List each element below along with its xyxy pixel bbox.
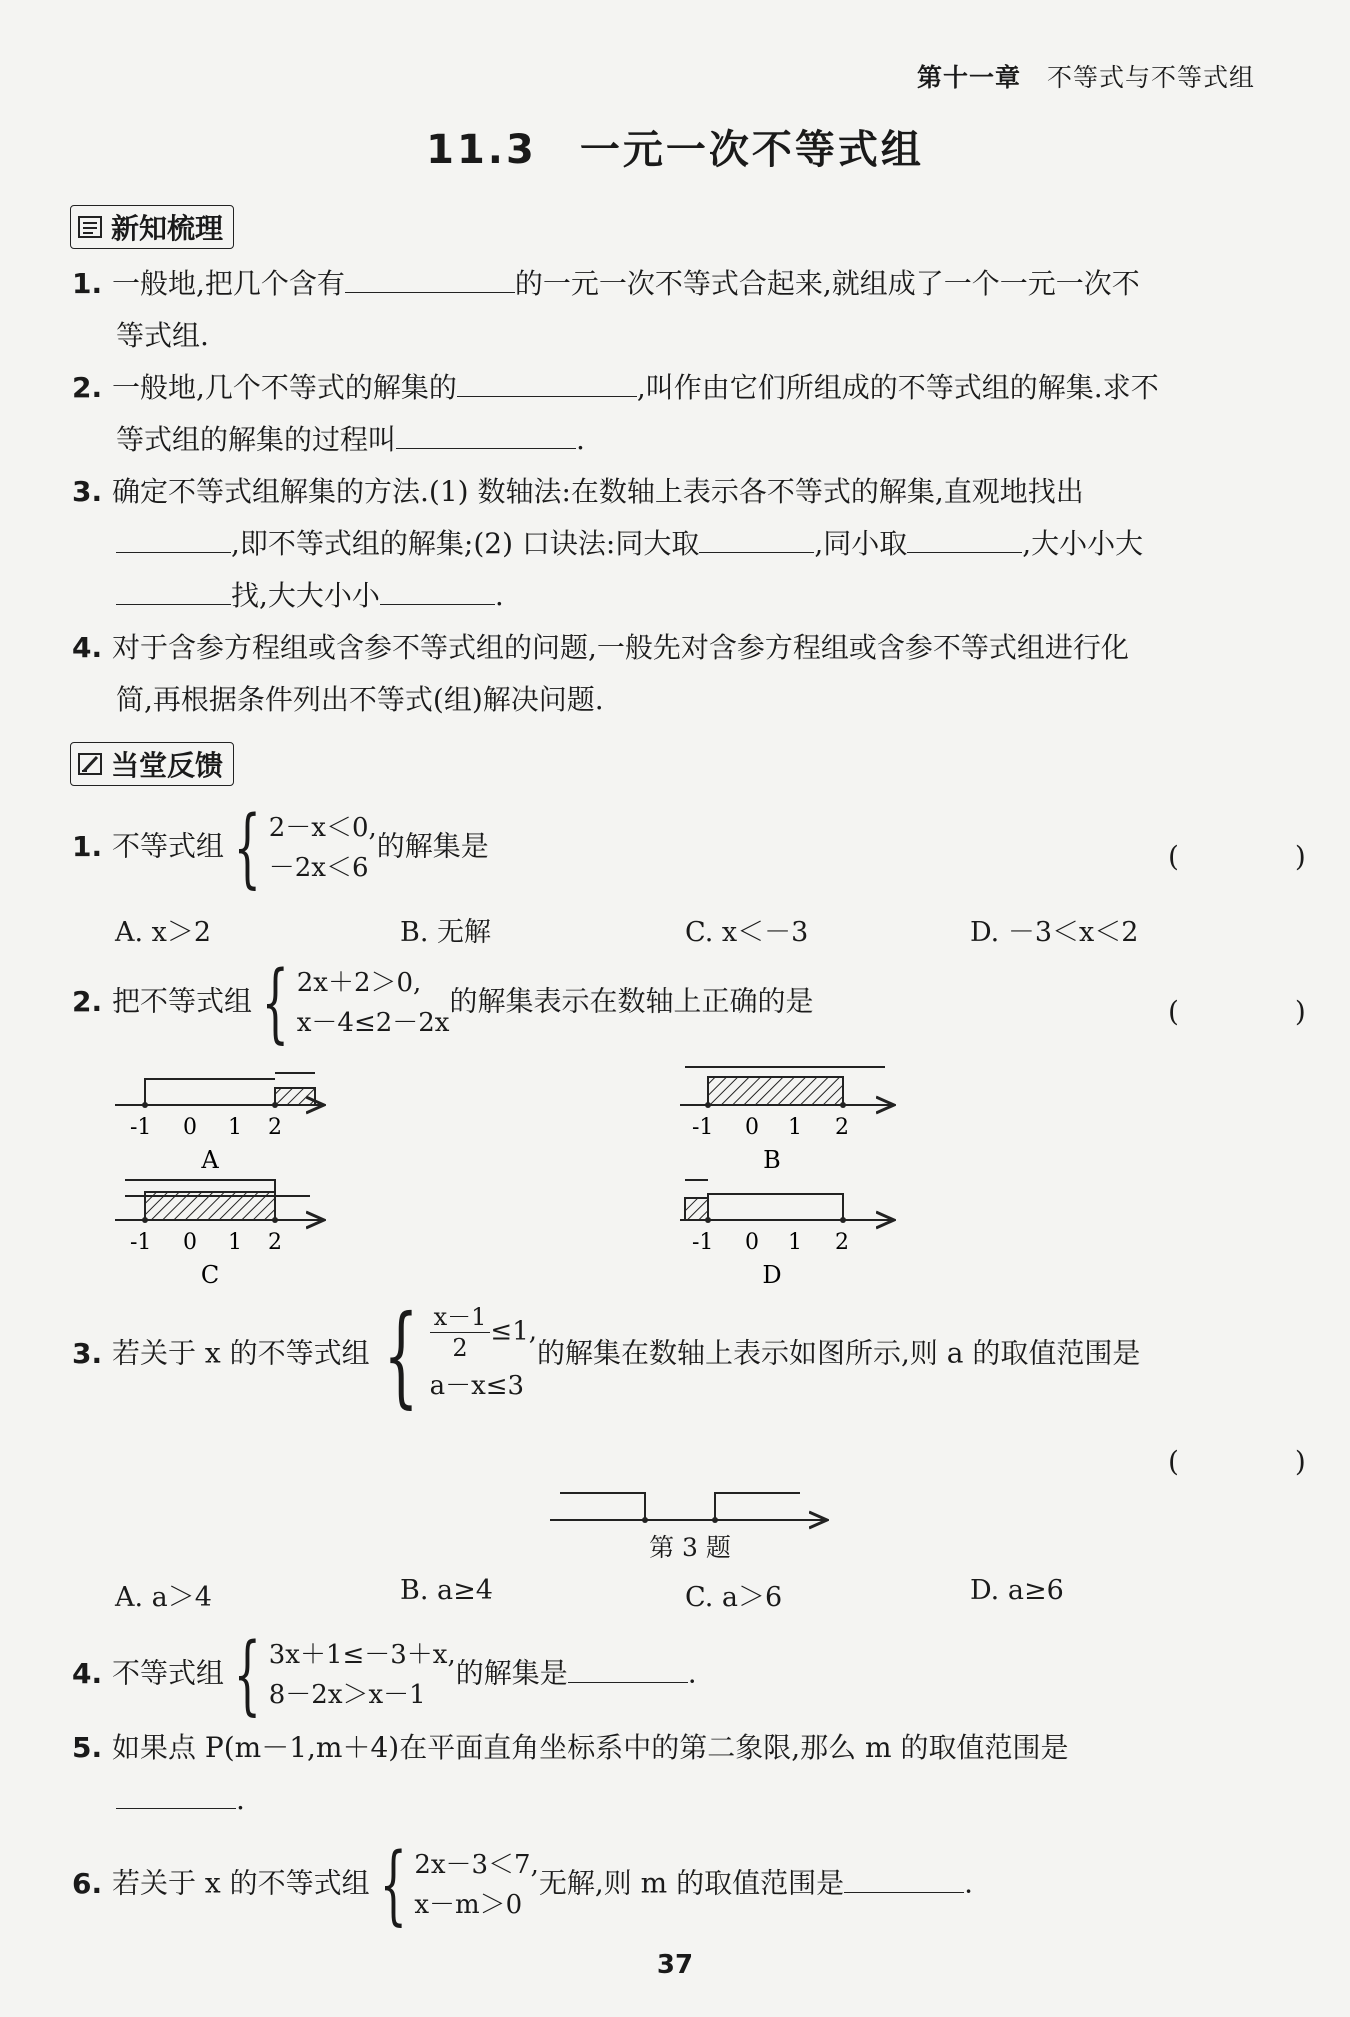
feedback-question-1: 1. 不等式组 { 2－x＜0, －2x＜6 的解集是	[72, 798, 489, 898]
section-heading-label: 当堂反馈	[111, 749, 224, 782]
svg-text:2: 2	[268, 1230, 282, 1255]
diagram-c[interactable]	[115, 1180, 322, 1289]
chapter-label: 第十一章	[916, 63, 1021, 92]
option-d[interactable]: D. －3＜x＜2	[970, 917, 1139, 948]
knowledge-item-1: 1. 一般地,把几个含有 的一元一次不等式合起来,就组成了一个一元一次不 等式组.	[72, 258, 1272, 362]
feedback-question-2: 2. 把不等式组 { 2x＋2＞0, x－4≤2－2x 的解集表示在数轴上正确的是	[72, 953, 814, 1053]
feedback-question-5: 5. 如果点 P(m－1,m＋4)在平面直角坐标系中的第二象限,那么 m 的取值范围是 .	[72, 1731, 1069, 1816]
svg-text:1: 1	[228, 1230, 242, 1255]
option-c[interactable]: C. x＜－3	[685, 917, 809, 948]
answer-blank[interactable]	[457, 366, 637, 397]
answer-parentheses[interactable]: ( )	[1168, 995, 1350, 1028]
feedback-question-4: 4. 不等式组 { 3x＋1≤－3＋x, 8－2x＞x－1 的解集是 .	[72, 1625, 697, 1725]
diagram-a[interactable]	[115, 1073, 322, 1174]
inequality-system: { $\frac{x-1}{2}$ ≤1, a－x≤3	[383, 1291, 537, 1419]
inequality-system: { 3x＋1≤－3＋x, 8－2x＞x－1	[233, 1625, 456, 1725]
svg-text:-1: -1	[692, 1230, 714, 1255]
answer-blank[interactable]	[345, 262, 515, 293]
figure-caption: 第 3 题	[649, 1533, 731, 1562]
page-number: 37	[656, 1950, 694, 1980]
svg-text:2: 2	[835, 1230, 849, 1255]
option-a[interactable]: A. x＞2	[115, 917, 212, 948]
answer-blank[interactable]	[116, 522, 231, 553]
svg-text:A: A	[201, 1146, 219, 1174]
book-icon	[77, 214, 103, 240]
answer-blank[interactable]	[396, 418, 576, 449]
answer-blank[interactable]	[568, 1652, 688, 1683]
option-d[interactable]: D. a≥6	[970, 1575, 1064, 1606]
chapter-topic: 不等式与不等式组	[1046, 63, 1255, 92]
svg-text:0: 0	[183, 1230, 197, 1255]
option-a[interactable]: A. a＞4	[115, 1582, 212, 1613]
answer-blank[interactable]	[380, 574, 495, 605]
feedback-question-3: 3. 若关于 x 的不等式组 { $\frac{x-1}{2}$ ≤1, a－x≤3 的解集在数轴上表示如图所示,则 a 的取值范围是	[72, 1291, 1141, 1419]
answer-blank[interactable]	[699, 522, 814, 553]
svg-text:0: 0	[183, 1115, 197, 1140]
feedback-question-6: 6. 若关于 x 的不等式组 { 2x－3＜7, x－m＞0 无解,则 m 的取值范围是 .	[72, 1835, 974, 1935]
answer-blank[interactable]	[116, 1778, 236, 1809]
option-b[interactable]: B. a≥4	[400, 1575, 493, 1606]
inequality-system: { 2－x＜0, －2x＜6	[233, 798, 377, 898]
svg-text:2: 2	[835, 1115, 849, 1140]
knowledge-item-2: 2. 一般地,几个不等式的解集的 ,叫作由它们所组成的不等式组的解集.求不 等式组的解集的过程叫 .	[72, 362, 1272, 466]
answer-parentheses[interactable]: ( )	[1168, 840, 1350, 873]
svg-text:C: C	[200, 1261, 220, 1289]
svg-text:2: 2	[268, 1115, 282, 1140]
option-c[interactable]: C. a＞6	[685, 1582, 783, 1613]
section-heading-label: 新知梳理	[111, 212, 224, 245]
answer-blank[interactable]	[116, 574, 231, 605]
svg-text:1: 1	[788, 1115, 802, 1140]
svg-text:0: 0	[745, 1230, 759, 1255]
diagram-d[interactable]	[680, 1180, 892, 1289]
section-heading-feedback	[70, 742, 234, 786]
answer-blank[interactable]	[844, 1862, 964, 1893]
svg-text:1: 1	[228, 1115, 242, 1140]
svg-text:1: 1	[788, 1230, 802, 1255]
svg-text:B: B	[763, 1146, 781, 1174]
svg-text:0: 0	[745, 1115, 759, 1140]
inequality-system: { 2x－3＜7, x－m＞0	[379, 1835, 539, 1935]
answer-blank[interactable]	[907, 522, 1022, 553]
running-header	[917, 58, 1255, 94]
diagram-b[interactable]	[680, 1067, 892, 1174]
pencil-icon	[77, 751, 103, 777]
option-b[interactable]: B. 无解	[400, 917, 492, 948]
section-heading-knowledge	[70, 205, 234, 249]
svg-text:-1: -1	[692, 1115, 714, 1140]
knowledge-item-3: 3. 确定不等式组解集的方法.(1) 数轴法:在数轴上表示各不等式的解集,直观地找出 ,即不等式组的解集;(2) 口诀法:同大取 ,同小取 ,大小小大 找,大大小小 .	[72, 475, 1144, 612]
svg-text:D: D	[762, 1261, 782, 1289]
answer-parentheses[interactable]: ( )	[1168, 1445, 1350, 1478]
inequality-system: { 2x＋2＞0, x－4≤2－2x	[261, 953, 450, 1053]
svg-text:-1: -1	[130, 1230, 152, 1255]
number-line-diagrams	[110, 1055, 970, 1295]
page-title: 11.3 一元一次不等式组	[426, 127, 924, 173]
knowledge-item-4: 4. 对于含参方程组或含参不等式组的问题,一般先对含参方程组或含参不等式组进行化 简,再根据条件列出不等式(组)解决问题.	[72, 631, 1129, 716]
svg-text:-1: -1	[130, 1115, 152, 1140]
